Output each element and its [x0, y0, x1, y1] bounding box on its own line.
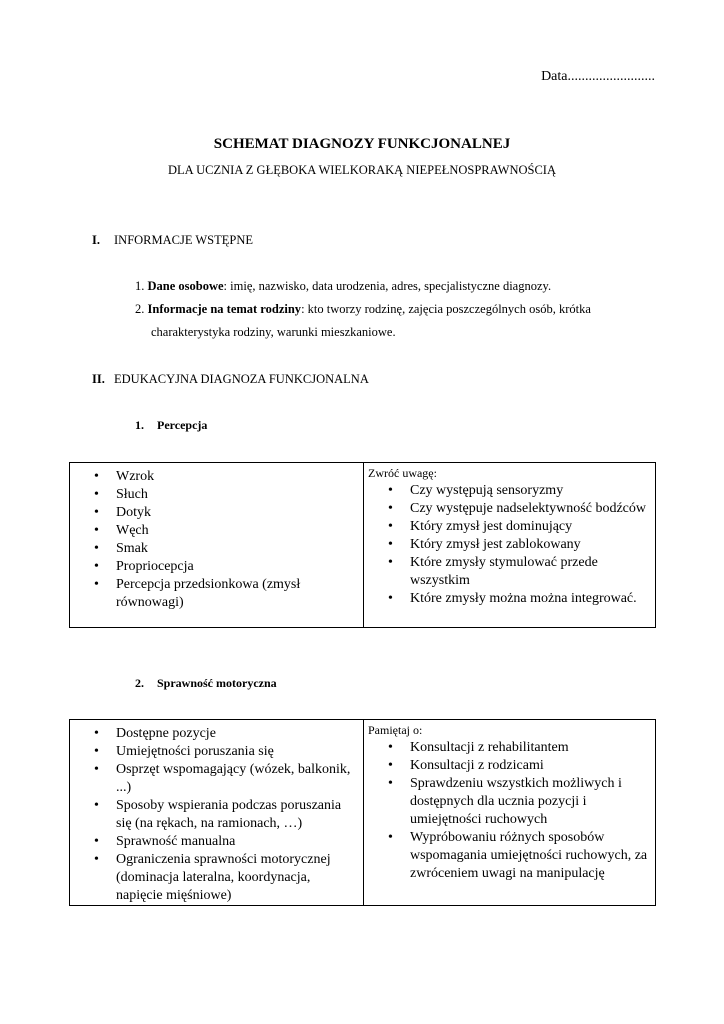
section-2-number: II. — [92, 372, 105, 386]
list-item: • Wypróbowaniu różnych sposobów wspomagania umiejętności ruchowych, za zwróceniem uwagi na manipulację — [388, 830, 648, 881]
list-item: • Umiejętności poruszania się — [94, 744, 274, 759]
section-1-item-2 — [135, 298, 695, 320]
item-bold-label: Informacje na temat rodziny — [147, 302, 302, 316]
list-item: • Dostępne pozycje — [94, 726, 216, 741]
date-field: Data......................... — [541, 69, 655, 84]
list-item: • Czy występują sensoryzmy — [388, 483, 564, 498]
perception-right-cell — [364, 463, 656, 628]
section-1-heading — [92, 233, 253, 248]
list-item: • Czy występuje nadselektywność bodźców — [388, 501, 646, 516]
item-bold-label: Dane osobowe — [147, 279, 224, 293]
list-item: • Sprawdzeniu wszystkich możliwych i dostępnych dla ucznia pozycji i umiejętności ruchowych — [388, 776, 622, 827]
list-item: • Sposoby wspierania podczas poruszania się (na rękach, na ramionach, …) — [94, 798, 342, 831]
list-item: • Który zmysł jest zablokowany — [388, 537, 581, 552]
motor-left-cell — [70, 720, 364, 906]
subsection-perception-heading — [135, 418, 207, 433]
item-number: 1. — [135, 279, 145, 293]
list-item: • Smak — [94, 541, 148, 556]
list-item: • Konsultacji z rodzicami — [388, 758, 544, 773]
section-1-item-1 — [135, 275, 695, 297]
section-1-number: I. — [92, 233, 100, 247]
list-item: • Który zmysł jest dominujący — [388, 519, 573, 534]
perception-table — [69, 462, 656, 628]
list-item: • Które zmysły można można integrować. — [388, 591, 637, 606]
item-text: : imię, nazwisko, data urodzenia, adres, specjalistyczne diagnozy. — [223, 279, 552, 293]
list-item: • Ograniczenia sprawności motorycznej (dominacja lateralna, koordynacja, napięcie mięśniowe) — [94, 852, 331, 903]
motor-right-list — [388, 739, 649, 883]
motor-note-label: Pamiętaj o: — [368, 723, 423, 737]
document-subtitle: DLA UCZNIA Z GŁĘBOKA WIELKORAKĄ NIEPEŁNOSPRAWNOŚCIĄ — [168, 163, 556, 177]
list-item: • Konsultacji z rehabilitantem — [388, 740, 569, 755]
list-item: • Dotyk — [94, 505, 151, 520]
list-item: • Węch — [94, 523, 149, 538]
item-number: 2. — [135, 302, 145, 316]
perception-right-list — [388, 482, 649, 608]
motor-left-list — [94, 725, 355, 905]
perception-left-list — [94, 468, 355, 612]
item-text: : kto tworzy rodzinę, zajęcia poszczególnych osób, krótka — [301, 302, 591, 316]
section-1-title: INFORMACJE WSTĘPNE — [114, 233, 254, 247]
subsection-title: Sprawność motoryczna — [157, 676, 277, 690]
subsection-motor-heading — [135, 676, 277, 691]
motor-table — [69, 719, 656, 906]
perception-note-label: Zwróć uwagę: — [368, 466, 437, 480]
subsection-number: 1. — [135, 418, 144, 432]
list-item: • Które zmysły stymulować przede wszystkim — [388, 555, 598, 588]
section-2-title: EDUKACYJNA DIAGNOZA FUNKCJONALNA — [114, 372, 369, 386]
list-item: • Sprawność manualna — [94, 834, 236, 849]
motor-right-cell — [364, 720, 656, 906]
document-title: SCHEMAT DIAGNOZY FUNKCJONALNEJ — [213, 136, 511, 152]
list-item: • Słuch — [94, 487, 148, 502]
subsection-title: Percepcja — [157, 418, 208, 432]
list-item: • Propriocepcja — [94, 559, 194, 574]
list-item: • Percepcja przedsionkowa (zmysł równowagi) — [94, 577, 301, 610]
section-2-heading — [92, 372, 369, 387]
subsection-number: 2. — [135, 676, 144, 690]
list-item: • Wzrok — [94, 469, 155, 484]
perception-left-cell — [70, 463, 364, 628]
list-item: • Osprzęt wspomagający (wózek, balkonik, ...) — [94, 762, 351, 795]
section-1-item-2-continued: charakterystyka rodziny, warunki mieszkaniowe. — [151, 325, 396, 339]
